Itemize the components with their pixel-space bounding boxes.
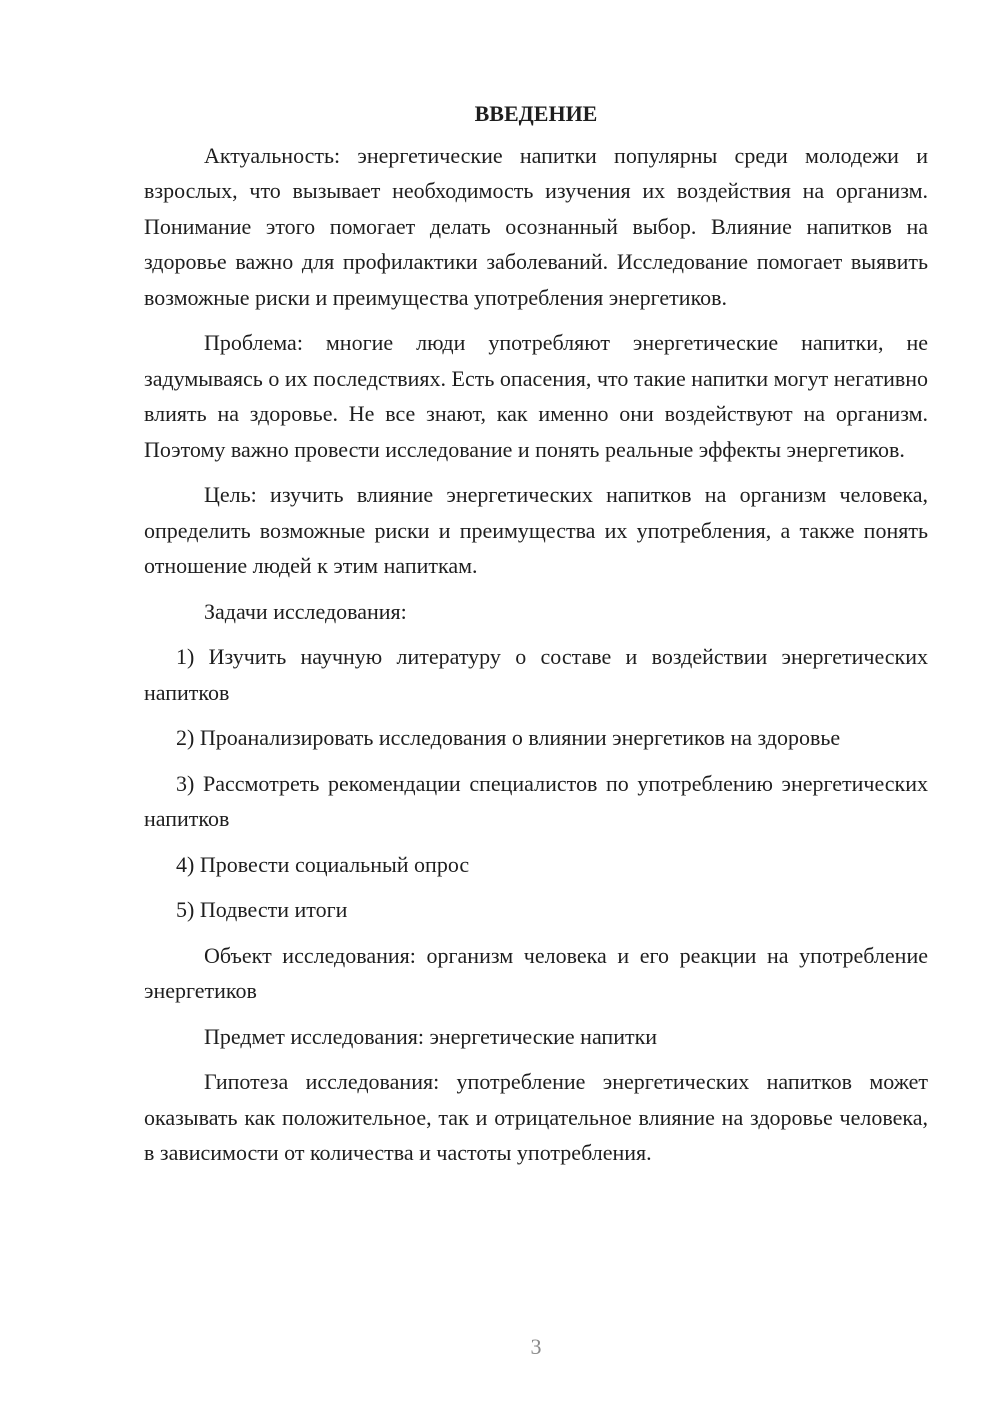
page-number: 3 — [530, 1334, 542, 1359]
page-body — [144, 96, 928, 1181]
tasks-heading: Задачи исследования: — [204, 598, 407, 624]
task-item-5: 5) Подвести итоги — [176, 897, 348, 922]
task-item-3: 3) Рассмотреть рекомендации специалистов по употреблению энергетических напитков — [144, 770, 928, 831]
section-title: ВВЕДЕНИЕ — [474, 101, 598, 126]
paragraph-problem: Проблема: многие люди употребляют энергетические напитки, не задумываясь о их последствиях. Есть опасения, что такие напитки могут негативно влиять на здоровье. Не все знают, как именно они воздействуют на организм. Поэтому важно провести исследование и понять реальные эффекты энергетиков. — [144, 330, 928, 462]
task-item-2: 2) Проанализировать исследования о влиянии энергетиков на здоровье — [176, 725, 841, 750]
task-item-4: 4) Провести социальный опрос — [176, 851, 470, 877]
paragraph-object: Объект исследования: организм человека и его реакции на употребление энергетиков — [144, 942, 928, 1003]
paragraph-goal: Цель: изучить влияние энергетических напитков на организм человека, определить возможные риски и преимущества их употребления, а также понять отношение людей к этим напиткам. — [144, 482, 928, 578]
paragraph-hypothesis: Гипотеза исследования: употребление энергетических напитков может оказывать как положительное, так и отрицательное влияние на здоровье человека, в зависимости от количества и частоты употребления. — [144, 1069, 928, 1165]
task-item-1: 1) Изучить научную литературу о составе и воздействии энергетических напитков — [144, 644, 928, 705]
paragraph-subject: Предмет исследования: энергетические напитки — [204, 1023, 658, 1049]
paragraph-relevance: Актуальность: энергетические напитки популярны среди молодежи и взрослых, что вызывает необходимость изучения их воздействия на организм. Понимание этого помогает делать осознанный выбор. Влияние напитков на здоровье важно для профилактики заболеваний. Исследование помогает выявить возможные риски и преимущества употребления энергетиков. — [144, 142, 928, 310]
